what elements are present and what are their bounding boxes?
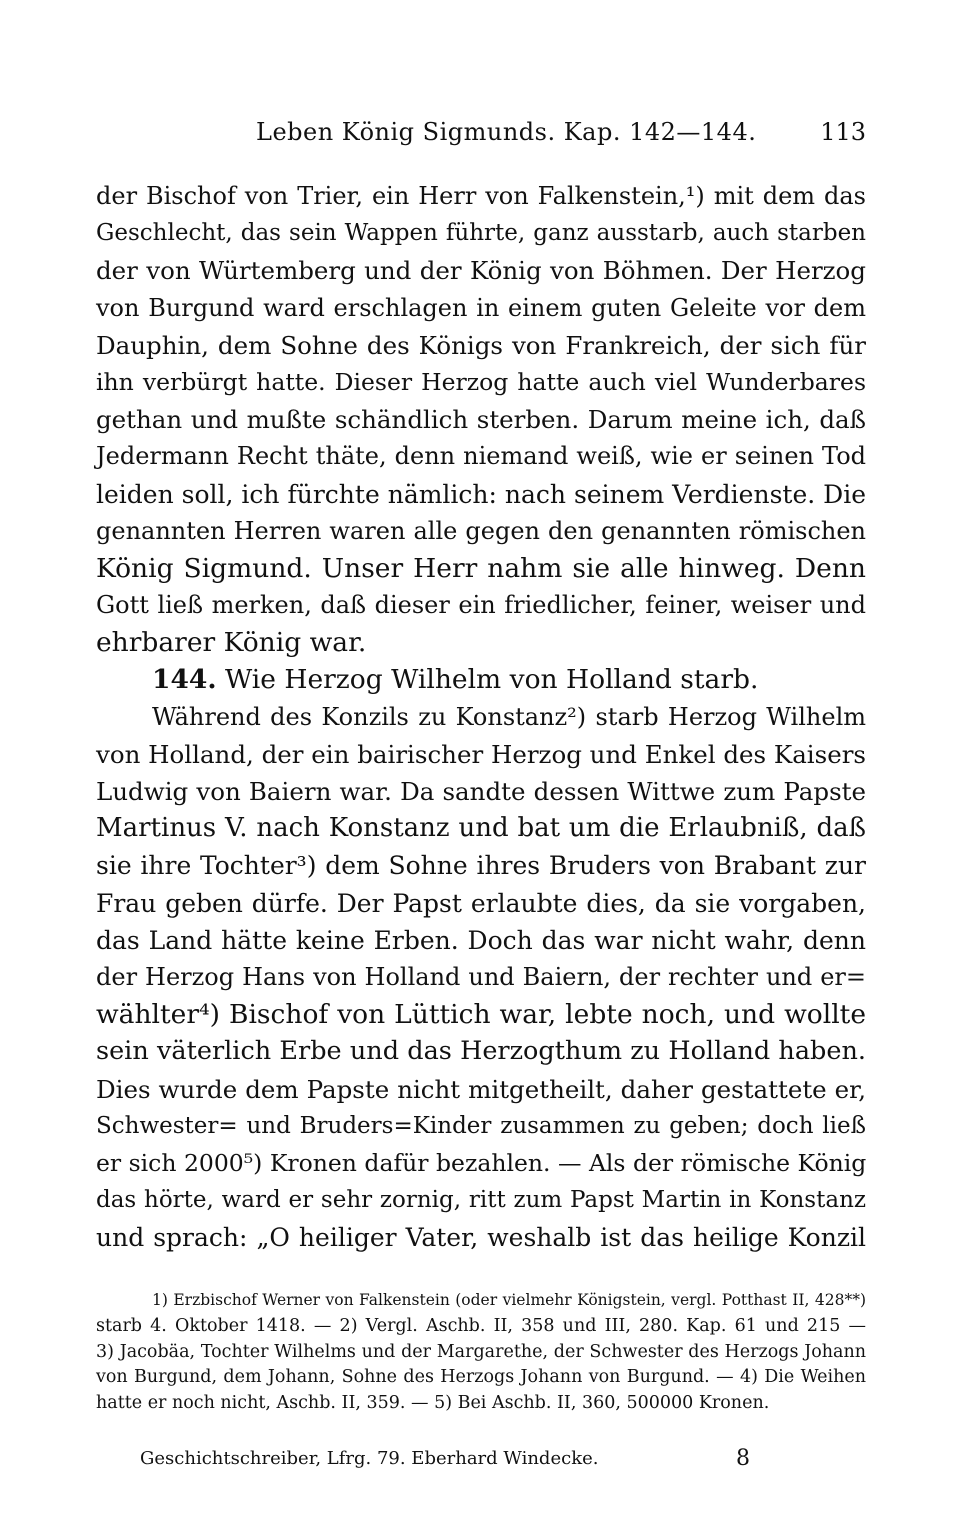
text-line: Dies wurde dem Papste nicht mitgetheilt, daher gestattete er, bbox=[96, 1074, 866, 1104]
text-line: das Land hätte keine Erben. Doch das war nicht wahr, denn bbox=[96, 925, 866, 955]
text-line: Dauphin, dem Sohne des Königs von Frankreich, der sich für bbox=[96, 330, 866, 360]
text-line: genannten Herren waren alle gegen den genannten römischen bbox=[96, 516, 866, 545]
text-line: gethan und mußte schändlich sterben. Darum meine ich, daß bbox=[96, 405, 866, 435]
text-line: sie ihre Tochter³) dem Sohne ihres Bruders von Brabant zur bbox=[96, 851, 866, 881]
body-text bbox=[96, 178, 866, 1256]
footnote-line: starb 4. Oktober 1418. — 2) Vergl. Aschb. II, 358 und III, 280. Kap. 61 und 215 — bbox=[96, 1315, 866, 1336]
footnote-line: hatte er noch nicht, Aschb. II, 359. — 5) Bei Aschb. II, 360, 500000 Kronen. bbox=[96, 1393, 770, 1414]
text-line: und sprach: „O heiliger Vater, weshalb ist das heilige Konzil bbox=[96, 1223, 866, 1253]
text-line: von Burgund ward erschlagen in einem guten Geleite vor dem bbox=[96, 293, 866, 322]
running-title: Leben König Sigmunds. Kap. 142—144. bbox=[256, 118, 757, 146]
text-line: Gott ließ merken, daß dieser ein friedlicher, feiner, weiser und bbox=[96, 591, 866, 620]
section-number: 144. bbox=[152, 664, 217, 696]
footnote-line: von Burgund, dem Johann, Sohne des Herzogs Johann von Burgund. — 4) Die Weihen bbox=[96, 1367, 866, 1388]
footnote-line: 1) Erzbischof Werner von Falkenstein (oder vielmehr Königstein, vergl. Potthast II, 428**) bbox=[152, 1291, 866, 1309]
text-line: der Herzog Hans von Holland und Baiern, der rechter und er= bbox=[96, 962, 866, 991]
page-number: 113 bbox=[820, 118, 866, 146]
text-line: Geschlecht, das sein Wappen führte, ganz ausstarb, auch starben bbox=[96, 220, 866, 247]
running-head bbox=[96, 118, 866, 152]
text-line: ehrbarer König war. bbox=[96, 627, 367, 659]
sheet-number: 8 bbox=[736, 1446, 750, 1471]
text-line: König Sigmund. Unser Herr nahm sie alle hinweg. Denn bbox=[96, 552, 866, 584]
text-line: wählter⁴) Bischof von Lüttich war, lebte noch, und wollte bbox=[96, 999, 866, 1031]
text-line: leiden soll, ich fürchte nämlich: nach seinem Verdienste. Die bbox=[96, 479, 866, 509]
text-line: er sich 2000⁵) Kronen dafür bezahlen. — Als der römische König bbox=[96, 1148, 867, 1177]
section-heading bbox=[96, 661, 866, 698]
text-line: Ludwig von Baiern war. Da sandte dessen Wittwe zum Papste bbox=[96, 777, 866, 806]
text-line: Frau geben dürfe. Der Papst erlaubte dies, da sie vorgaben, bbox=[96, 888, 866, 918]
text-line: Jedermann Recht thäte, denn niemand weiß, wie er seinen Tod bbox=[96, 442, 866, 471]
text-line: sein väterlich Erbe und das Herzogthum zu Holland haben. bbox=[96, 1036, 866, 1067]
text-line: von Holland, der ein bairischer Herzog und Enkel des Kaisers bbox=[96, 739, 866, 769]
footnote-line: 3) Jacobäa, Tochter Wilhelms und der Margarethe, der Schwester des Herzogs Johann bbox=[96, 1341, 866, 1362]
text-line: Schwester= und Bruders=Kinder zusammen zu geben; doch ließ bbox=[96, 1112, 866, 1139]
text-line: das hörte, ward er sehr zornig, ritt zum Papst Martin in Konstanz bbox=[96, 1187, 866, 1214]
footnotes bbox=[96, 1288, 866, 1417]
printer-signature bbox=[140, 1448, 750, 1478]
section-title: Wie Herzog Wilhelm von Holland starb. bbox=[224, 664, 759, 696]
text-line: Während des Konzils zu Konstanz²) starb Herzog Wilhelm bbox=[152, 702, 866, 731]
text-line: ihn verbürgt hatte. Dieser Herzog hatte auch viel Wunderbares bbox=[96, 367, 866, 396]
text-line: der Bischof von Trier, ein Herr von Falkenstein,¹) mit dem das bbox=[96, 182, 866, 210]
signature-text: Geschichtschreiber, Lfrg. 79. Eberhard Windecke. bbox=[140, 1448, 599, 1469]
text-line: Martinus V. nach Konstanz und bat um die Erlaubniß, daß bbox=[96, 813, 866, 844]
text-line: der von Würtemberg und der König von Böhmen. Der Herzog bbox=[96, 256, 866, 286]
